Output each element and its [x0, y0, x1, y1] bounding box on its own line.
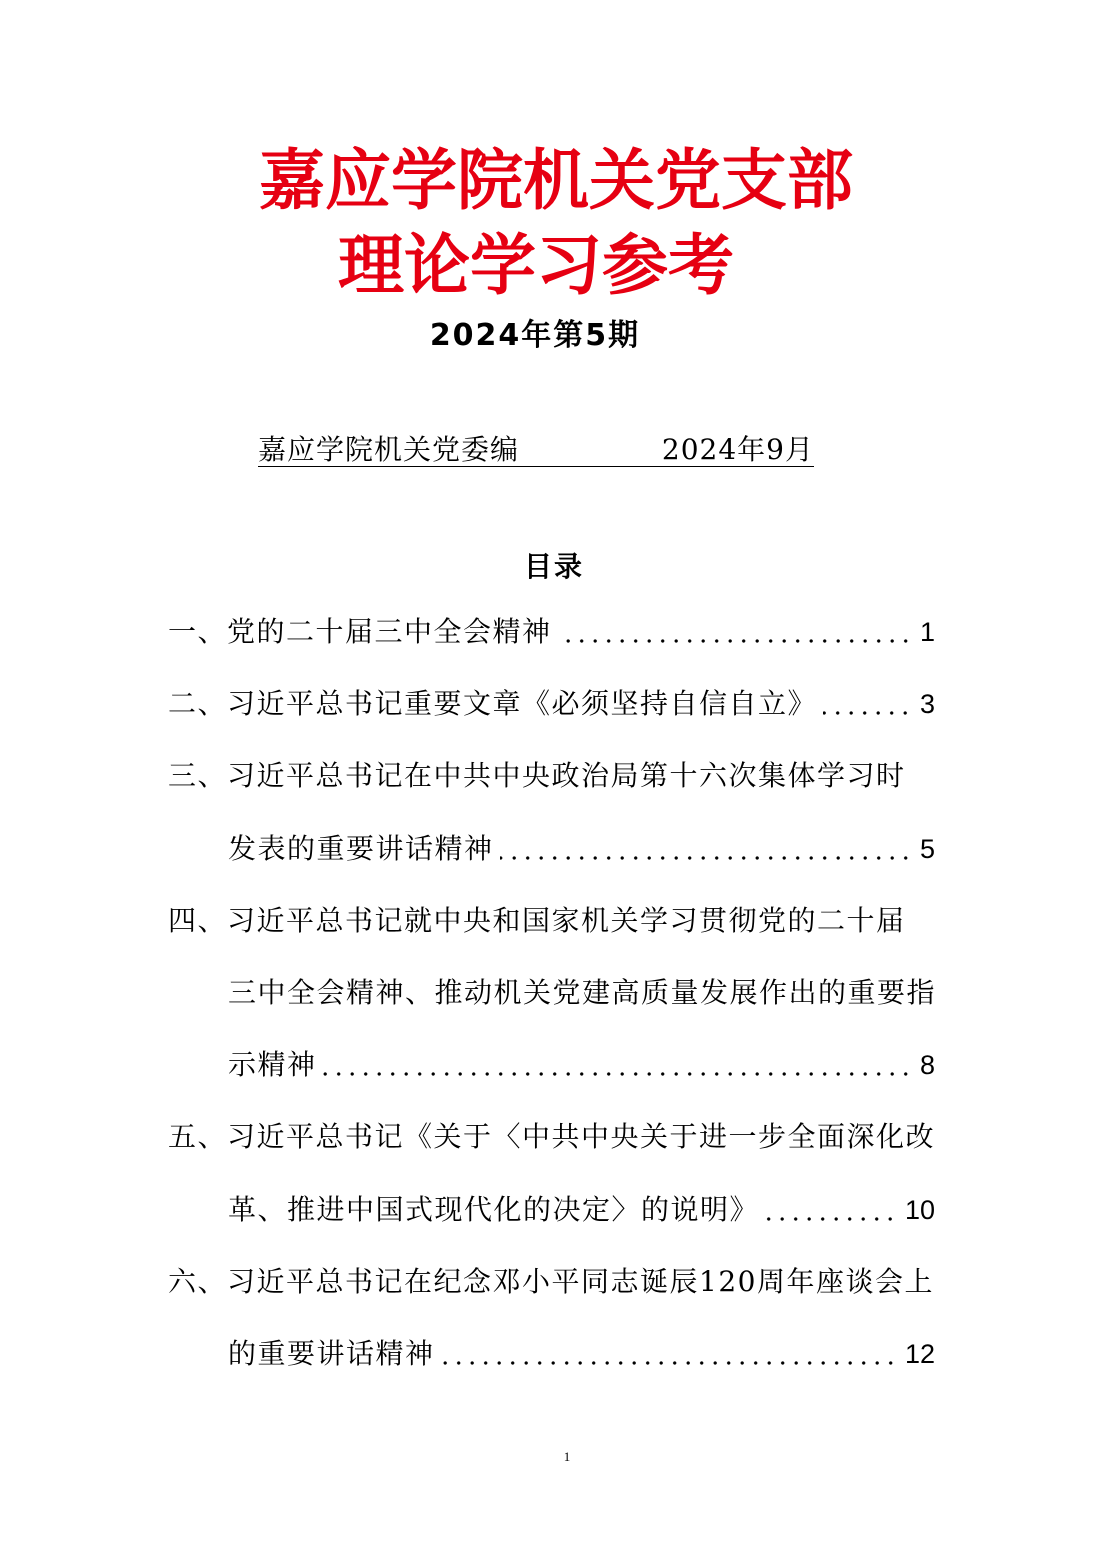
toc-entry-title-continued: 革、推进中国式现代化的决定〉的说明》 — [228, 1192, 760, 1226]
toc-page-number: 8 — [919, 1050, 935, 1081]
toc-line — [168, 668, 935, 740]
toc-dot-leader — [441, 1318, 897, 1390]
toc-entry-title-continued: 发表的重要讲话精神 — [228, 831, 494, 865]
toc-page-number: 10 — [904, 1194, 935, 1225]
toc-line — [168, 957, 935, 1029]
toc-page-number: 3 — [919, 689, 935, 720]
toc-line — [168, 1318, 935, 1390]
toc-line — [168, 740, 935, 812]
toc-line — [168, 1246, 935, 1318]
toc-dot-leader — [323, 1029, 912, 1101]
toc-entry-3 — [168, 740, 935, 884]
toc-entry-number: 五、 — [168, 1120, 228, 1154]
toc-entry-title-continued: 示精神 — [228, 1048, 317, 1082]
publish-date: 2024年9月 — [661, 433, 814, 466]
toc-entry-number: 三、 — [168, 759, 228, 793]
issue-number: 2024年第5期 — [429, 318, 641, 353]
publication-title: 嘉应学院机关党支部 — [259, 141, 853, 219]
editor-line — [258, 434, 814, 467]
toc-line — [168, 813, 935, 885]
toc-page-number: 1 — [919, 617, 935, 647]
toc-line — [168, 885, 935, 957]
toc-page-number: 5 — [919, 833, 935, 864]
toc-entry-6 — [168, 1246, 935, 1390]
toc-entry-2 — [168, 668, 935, 740]
editor-name: 嘉应学院机关党委编 — [258, 433, 520, 466]
toc-dot-leader — [765, 1174, 897, 1246]
toc-entry-5 — [168, 1101, 935, 1245]
toc-dot-leader — [558, 596, 912, 668]
toc-entry-title: 习近平总书记在中共中央政治局第十六次集体学习时 — [227, 759, 906, 793]
toc-dot-leader — [500, 813, 912, 885]
toc-entry-number: 六、 — [168, 1264, 228, 1298]
table-of-contents — [168, 596, 935, 1390]
toc-entry-number: 二、 — [168, 687, 228, 721]
toc-entry-title-continued: 的重要讲话精神 — [228, 1336, 435, 1370]
toc-entry-title: 习近平总书记重要文章《必须坚持自信自立》 — [227, 687, 818, 721]
toc-entry-1 — [168, 596, 935, 668]
page-number: 1 — [563, 1449, 571, 1464]
toc-heading: 目录 — [523, 550, 584, 583]
toc-line — [168, 1174, 935, 1246]
toc-entry-number: 一、 — [168, 615, 228, 648]
toc-line — [168, 596, 935, 668]
toc-entry-title: 习近平总书记在纪念邓小平同志诞辰120周年座谈会上 — [227, 1264, 934, 1298]
toc-entry-title: 习近平总书记《关于〈中共中央关于进一步全面深化改 — [227, 1120, 936, 1154]
toc-line — [168, 1029, 935, 1101]
toc-entry-4 — [168, 885, 935, 1102]
toc-entry-title-continued: 三中全会精神、推动机关党建高质量发展作出的重要指 — [228, 975, 937, 1009]
publication-subtitle: 理论学习参考 — [338, 226, 734, 304]
toc-dot-leader — [823, 668, 912, 740]
toc-page-number: 12 — [904, 1338, 935, 1369]
toc-entry-title: 党的二十届三中全会精神 — [227, 615, 552, 648]
toc-entry-number: 四、 — [168, 903, 228, 937]
toc-entry-title: 习近平总书记就中央和国家机关学习贯彻党的二十届 — [227, 903, 906, 937]
toc-line — [168, 1101, 935, 1173]
